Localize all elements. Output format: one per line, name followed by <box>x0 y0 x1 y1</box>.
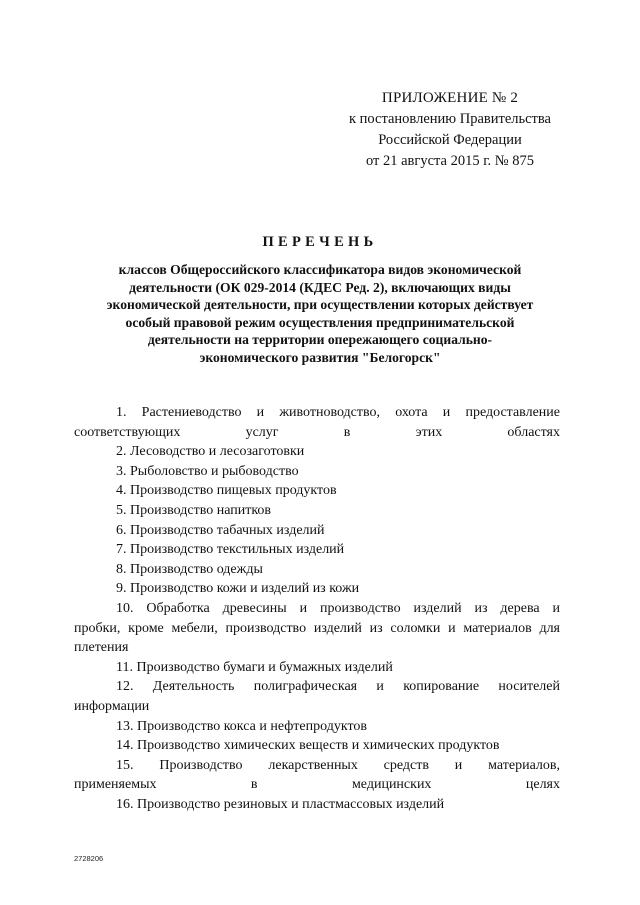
list-item-continuation: пробки, кроме мебели, производство изделий из соломки и материалов для <box>74 620 560 636</box>
subtitle-line: деятельности (ОК 029-2014 (КДЕС Ред. 2), включающих виды <box>129 279 511 295</box>
document-title: ПЕРЕЧЕНЬ <box>262 234 378 250</box>
list-item-text: 3. Рыболовство и рыбоводство <box>116 463 299 479</box>
appendix-line: к постановлению Правительства <box>349 111 551 127</box>
list-item <box>74 736 560 756</box>
list-item <box>74 756 560 795</box>
list-item <box>74 795 560 815</box>
list-item-text: 5. Производство напитков <box>116 502 272 518</box>
list-item <box>74 403 560 442</box>
list-item <box>74 579 560 599</box>
list-item <box>74 677 560 716</box>
list-item-text: 8. Производство одежды <box>116 561 263 577</box>
list-item-text: 14. Производство химических веществ и химических продуктов <box>116 738 500 754</box>
list-item <box>74 501 560 521</box>
appendix-line: от 21 августа 2015 г. № 875 <box>365 153 535 169</box>
activity-list <box>74 403 560 814</box>
subtitle-line: деятельности на территории опережающего социально- <box>147 332 493 348</box>
subtitle-line: особый правовой режим осуществления предпринимательской <box>125 314 515 330</box>
appendix-line: Российской Федерации <box>378 132 522 148</box>
list-item <box>74 521 560 541</box>
list-item <box>74 481 560 501</box>
list-item <box>74 442 560 462</box>
list-item <box>74 658 560 678</box>
list-item <box>74 717 560 737</box>
list-item-continuation: соответствующих услуг в этих областях <box>74 424 560 440</box>
list-item-text: 16. Производство резиновых и пластмассовых изделий <box>116 796 445 812</box>
list-item-continuation: плетения <box>74 640 129 656</box>
list-item-text: 2. Лесоводство и лесозаготовки <box>116 444 305 460</box>
list-item-text: 9. Производство кожи и изделий из кожи <box>116 581 360 597</box>
list-item-continuation: применяемых в медицинских целях <box>74 777 560 793</box>
list-item-text: 13. Производство кокса и нефтепродуктов <box>116 718 368 734</box>
list-item <box>74 599 560 658</box>
subtitle-line: классов Общероссийского классификатора видов экономической <box>118 262 522 277</box>
subtitle-line: экономического развития "Белогорск" <box>199 349 441 365</box>
list-item-text: 10. Обработка древесины и производство изделий из дерева и <box>116 600 560 616</box>
list-item-continuation: информации <box>74 698 150 714</box>
appendix-title: ПРИЛОЖЕНИЕ № 2 <box>381 90 519 106</box>
document-subtitle <box>76 261 564 367</box>
list-item-text: 1. Растениеводство и животноводство, охота и предоставление <box>116 405 560 420</box>
list-item-text: 15. Производство лекарственных средств и материалов, <box>116 757 560 773</box>
document-code: 2728206 <box>74 854 104 863</box>
appendix-header <box>330 88 570 172</box>
list-item <box>74 560 560 580</box>
list-item-text: 6. Производство табачных изделий <box>116 522 325 538</box>
list-item <box>74 540 560 560</box>
list-item <box>74 462 560 482</box>
subtitle-line: экономической деятельности, при осуществлении которых действует <box>106 297 534 313</box>
list-item-text: 11. Производство бумаги и бумажных изделий <box>116 659 393 675</box>
list-item-text: 7. Производство текстильных изделий <box>116 542 345 558</box>
list-item-text: 4. Производство пищевых продуктов <box>116 483 337 499</box>
list-item-text: 12. Деятельность полиграфическая и копирование носителей <box>116 679 560 695</box>
